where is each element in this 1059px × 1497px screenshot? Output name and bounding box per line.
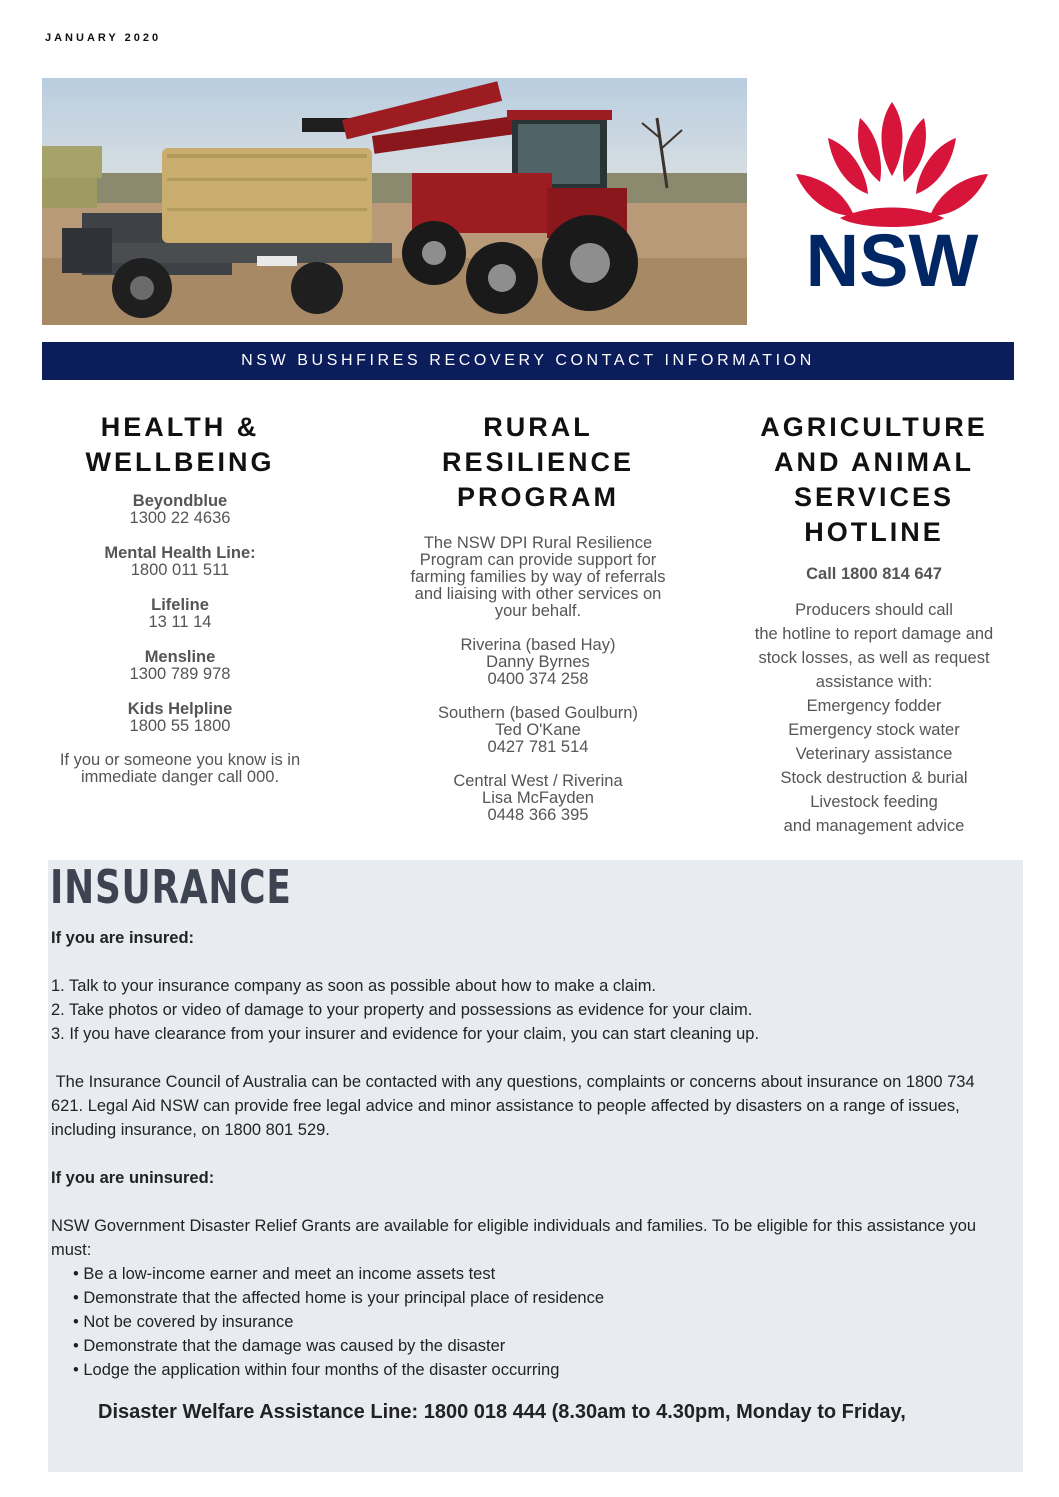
list-item: Emergency fodder bbox=[806, 697, 942, 715]
insured-step: 1. Talk to your insurance company as soon as possible about how to make a claim. bbox=[51, 977, 657, 995]
insured-step: 3. If you have clearance from your insurer and evidence for your claim, you can start cleaning up. bbox=[51, 1025, 760, 1043]
list-item: and management advice bbox=[783, 817, 965, 835]
rural-region-contact: Riverina (based Hay) Danny Byrnes 0400 374 258 bbox=[460, 636, 616, 688]
list-item: Veterinary assistance bbox=[795, 745, 953, 763]
list-item: Stock destruction & burial bbox=[780, 769, 968, 787]
uninsured-heading: If you are uninsured: bbox=[51, 1169, 215, 1187]
rural-intro: The NSW DPI Rural Resilience Program can provide support for farming families by way of referrals and liaising with other services on your behalf. bbox=[410, 534, 666, 620]
health-contact: Kids Helpline 1800 55 1800 bbox=[127, 700, 233, 735]
grants-paragraph: NSW Government Disaster Relief Grants are available for eligible individuals and families. To be eligible for this assistance you must: bbox=[51, 1217, 977, 1259]
emergency-note: If you or someone you know is in immediate danger call 000. bbox=[59, 751, 301, 786]
health-contact-list bbox=[40, 492, 320, 786]
list-item: Livestock feeding bbox=[810, 793, 938, 811]
eligibility-list bbox=[51, 1262, 1011, 1382]
nsw-government-logo bbox=[792, 98, 992, 293]
health-contact: Beyondblue 1300 22 4636 bbox=[129, 492, 231, 527]
insurance-body bbox=[51, 926, 1011, 1382]
list-item: • Not be covered by insurance bbox=[73, 1310, 1011, 1334]
insured-step: 2. Take photos or video of damage to your property and possessions as evidence for your claim. bbox=[51, 1001, 753, 1019]
hotline-number: Call 1800 814 647 bbox=[806, 565, 942, 583]
issue-date: JANUARY 2020 bbox=[45, 32, 162, 44]
health-wellbeing-column bbox=[40, 410, 320, 786]
section-banner: NSW BUSHFIRES RECOVERY CONTACT INFORMATION bbox=[42, 342, 1014, 380]
list-item: • Be a low-income earner and meet an income assets test bbox=[73, 1262, 1011, 1286]
list-item: • Demonstrate that the damage was caused by the disaster bbox=[73, 1334, 1011, 1358]
list-item: • Demonstrate that the affected home is your principal place of residence bbox=[73, 1286, 1011, 1310]
hero-photo bbox=[42, 78, 747, 325]
rural-heading: RURAL RESILIENCE PROGRAM bbox=[441, 412, 635, 512]
rural-resilience-column bbox=[392, 410, 684, 824]
insurance-section bbox=[48, 860, 1023, 1472]
health-contact: Mensline 1300 789 978 bbox=[129, 648, 231, 683]
rural-region-contact: Southern (based Goulburn) Ted O'Kane 0427 781 514 bbox=[438, 704, 638, 756]
insured-heading: If you are insured: bbox=[51, 929, 195, 947]
assistance-list bbox=[730, 694, 1018, 838]
health-heading: HEALTH & WELLBEING bbox=[85, 412, 275, 477]
agriculture-heading: AGRICULTURE AND ANIMAL SERVICES HOTLINE bbox=[760, 412, 988, 547]
insurance-title: INSURANCE bbox=[50, 860, 292, 914]
rural-region-contact: Central West / Riverina Lisa McFayden 0448 366 395 bbox=[453, 772, 623, 824]
agriculture-hotline-column bbox=[730, 410, 1018, 838]
list-item: Emergency stock water bbox=[788, 721, 960, 739]
health-contact: Mental Health Line: 1800 011 511 bbox=[104, 544, 256, 579]
list-item: • Lodge the application within four months of the disaster occurring bbox=[73, 1358, 1011, 1382]
hotline-intro: Producers should call the hotline to report damage and stock losses, as well as request assistance with: bbox=[754, 601, 994, 691]
health-contact: Lifeline 13 11 14 bbox=[148, 596, 212, 631]
insurance-council-paragraph: The Insurance Council of Australia can be contacted with any questions, complaints or concerns about insurance on 1800 734 621. Legal Aid NSW can provide free legal advice and minor assistance to people affected by disasters on a range of issues, including insurance, on 1800 801 529. bbox=[51, 1073, 980, 1139]
welfare-assistance-line: Disaster Welfare Assistance Line: 1800 018 444 (8.30am to 4.30pm, Monday to Friday, bbox=[98, 1401, 906, 1423]
logo-wordmark: NSW bbox=[805, 219, 979, 293]
